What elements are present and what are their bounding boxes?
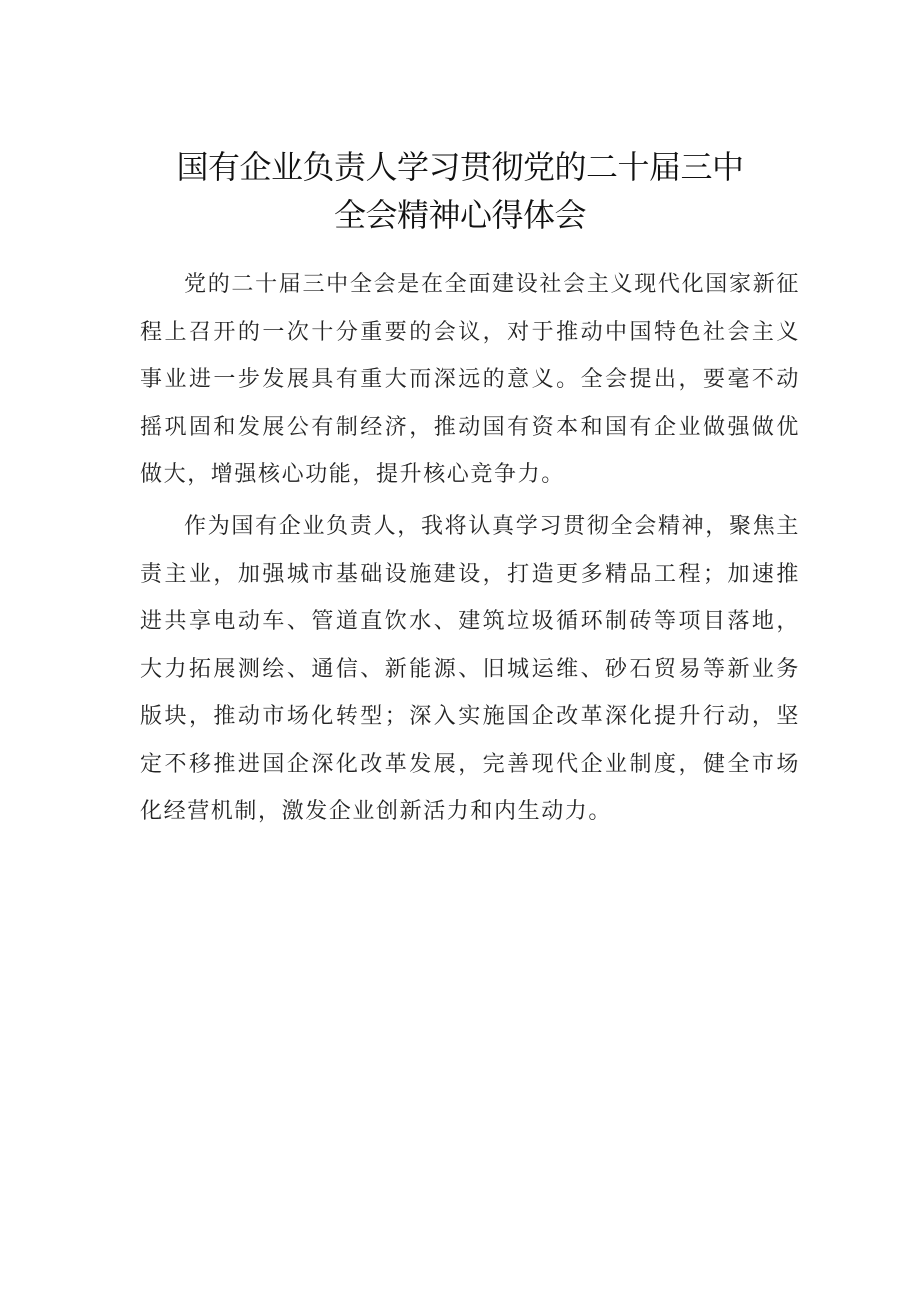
body-paragraph-1: 党的二十届三中全会是在全面建设社会主义现代化国家新征程上召开的一次十分重要的会议，对于推动中国特色社会主义事业进一步发展具有重大而深远的意义。全会提出，要毫不动摇巩固和发展公有制经济，推动国有资本和国有企业做强做优做大，增强核心功能，提升核心竞争力。 <box>140 272 800 487</box>
document-title-line-1: 国有企业负责人学习贯彻党的二十届三中 <box>176 148 744 186</box>
document-title-line-2: 全会精神心得体会 <box>333 196 586 234</box>
body-paragraph-2: 作为国有企业负责人，我将认真学习贯彻全会精神，聚焦主责主业，加强城市基础设施建设，打造更多精品工程；加速推进共享电动车、管道直饮水、建筑垃圾循环制砖等项目落地，大力拓展测绘、通信、新能源、旧城运维、砂石贸易等新业务版块，推动市场化转型；深入实施国企改革深化提升行动，坚定不移推进国企深化改革发展，完善现代企业制度，健全市场化经营机制，激发企业创新活力和内生动力。 <box>140 514 800 824</box>
